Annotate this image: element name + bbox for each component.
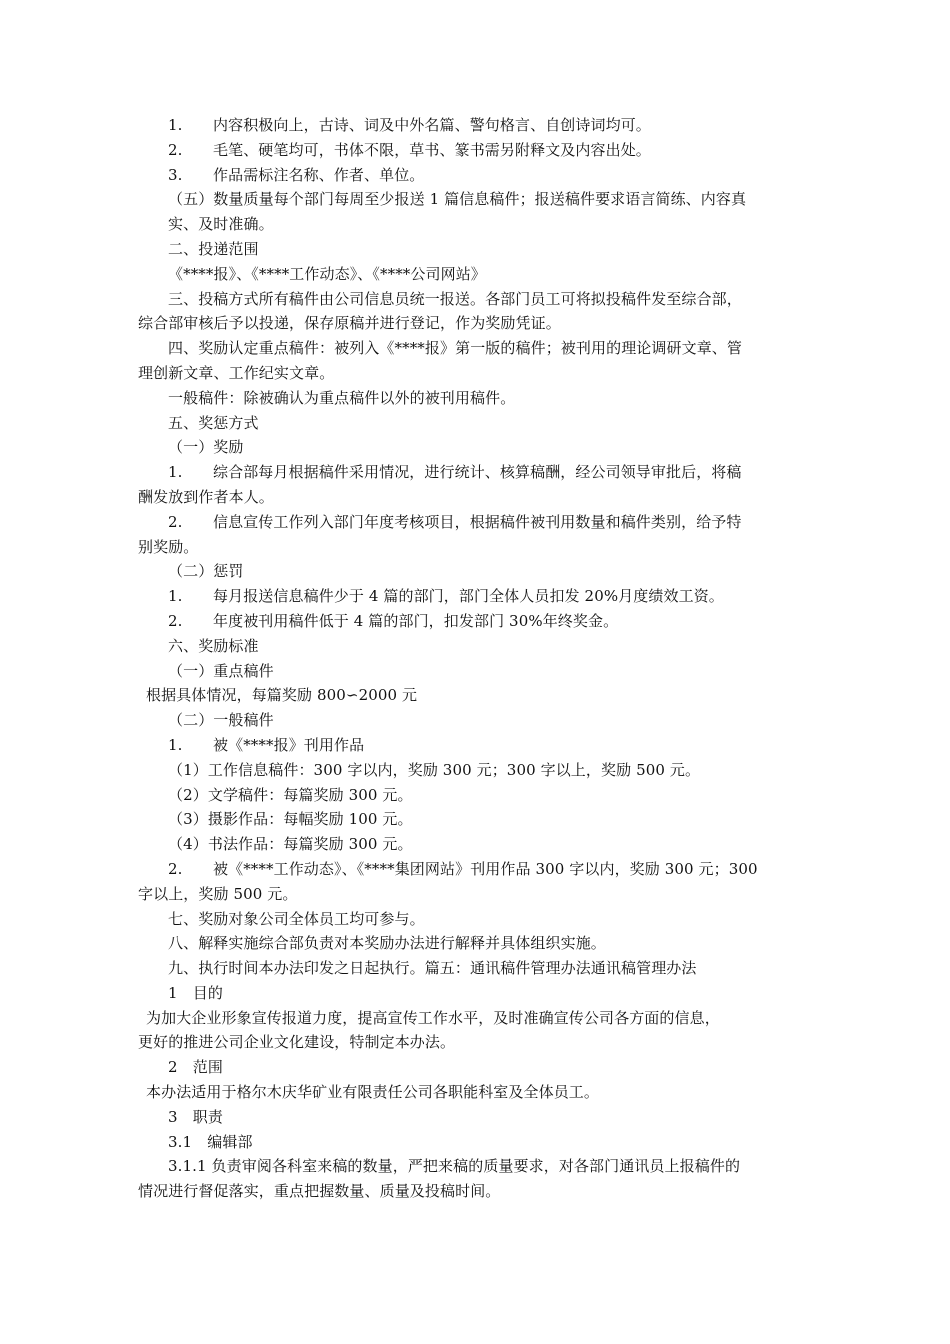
document-line xyxy=(138,187,820,212)
document-line xyxy=(138,733,820,758)
line-text: 每月报送信息稿件少于 4 篇的部门，部门全体人员扣发 20%月度绩效工资。 xyxy=(213,587,724,606)
line-text: 2 范围 xyxy=(168,1058,223,1077)
line-text: （1）工作信息稿件：300 字以内，奖励 300 元；300 字以上，奖励 500 元。 xyxy=(168,760,701,779)
document-body xyxy=(138,113,820,1204)
line-text: 年度被刊用稿件低于 4 篇的部门，扣发部门 30%年终奖金。 xyxy=(213,611,619,630)
document-line xyxy=(138,435,820,460)
document-line xyxy=(138,981,820,1006)
document-line xyxy=(138,1154,820,1179)
line-text: 情况进行督促落实，重点把握数量、质量及投稿时间。 xyxy=(138,1182,501,1201)
line-text: 五、奖惩方式 xyxy=(168,413,259,432)
line-text: 酬发放到作者本人。 xyxy=(138,487,274,506)
document-line xyxy=(138,634,820,659)
document-line xyxy=(138,212,820,237)
list-number: 1. xyxy=(168,463,183,482)
document-line xyxy=(138,807,820,832)
document-line xyxy=(138,485,820,510)
line-text: 内容积极向上，古诗、词及中外名篇、警句格言、自创诗词均可。 xyxy=(213,116,651,134)
line-text: （4）书法作品：每篇奖励 300 元。 xyxy=(168,835,413,854)
document-line xyxy=(138,535,820,560)
line-text: 更好的推进公司企业文化建设，特制定本办法。 xyxy=(138,1033,456,1052)
list-number: 3. xyxy=(168,165,183,184)
line-text: （二）惩罚 xyxy=(168,562,244,581)
document-line xyxy=(138,1080,820,1105)
list-number: 1. xyxy=(168,735,183,754)
line-text: 3.1 编辑部 xyxy=(168,1132,253,1151)
line-text: 3 职责 xyxy=(168,1107,223,1126)
document-line xyxy=(138,361,820,386)
line-text: （2）文学稿件：每篇奖励 300 元。 xyxy=(168,785,413,804)
line-text: 被《****报》刊用作品 xyxy=(213,735,365,754)
line-text: 1 目的 xyxy=(168,983,223,1002)
document-line xyxy=(138,683,820,708)
document-line xyxy=(138,1105,820,1130)
document-line xyxy=(138,1030,820,1055)
list-number: 1. xyxy=(168,587,183,606)
document-line xyxy=(138,311,820,336)
list-number: 2. xyxy=(168,512,183,531)
document-line xyxy=(138,882,820,907)
line-text: 四、奖励认定重点稿件：被列入《****报》第一版的稿件；被刊用的理论调研文章、管 xyxy=(168,339,743,358)
document-line xyxy=(138,659,820,684)
document-line xyxy=(138,510,820,535)
document-line xyxy=(138,956,820,981)
document-line xyxy=(138,336,820,361)
line-text: （3）摄影作品：每幅奖励 100 元。 xyxy=(168,810,413,829)
line-text: 别奖励。 xyxy=(138,537,199,556)
list-number: 1. xyxy=(168,116,183,134)
line-text: 综合部每月根据稿件采用情况，进行统计、核算稿酬，经公司领导审批后，将稿 xyxy=(213,463,742,482)
line-text: （二）一般稿件 xyxy=(168,711,274,730)
line-text: 《****报》、《****工作动态》、《****公司网站》 xyxy=(168,264,486,283)
list-number: 2. xyxy=(168,140,183,159)
document-line xyxy=(138,138,820,163)
line-text: 二、投递范围 xyxy=(168,239,259,258)
document-line xyxy=(138,237,820,262)
line-text: 字以上，奖励 500 元。 xyxy=(138,884,298,903)
document-line xyxy=(138,609,820,634)
document-line xyxy=(138,559,820,584)
line-text: 一般稿件：除被确认为重点稿件以外的被刊用稿件。 xyxy=(168,388,516,407)
line-text: 为加大企业形象宣传报道力度，提高宣传工作水平，及时准确宣传公司各方面的信息， xyxy=(146,1008,720,1027)
document-line xyxy=(138,460,820,485)
line-text: 本办法适用于格尔木庆华矿业有限责任公司各职能科室及全体员工。 xyxy=(146,1083,600,1102)
line-text: 七、奖励对象公司全体员工均可参与。 xyxy=(168,909,425,928)
line-text: 综合部审核后予以投递，保存原稿并进行登记，作为奖励凭证。 xyxy=(138,314,561,333)
document-line xyxy=(138,931,820,956)
document-line xyxy=(138,262,820,287)
line-text: 信息宣传工作列入部门年度考核项目，根据稿件被刊用数量和稿件类别，给予特 xyxy=(213,512,742,531)
document-line xyxy=(138,584,820,609)
document-line xyxy=(138,708,820,733)
line-text: 根据具体情况，每篇奖励 800∽2000 元 xyxy=(146,686,418,705)
line-text: （一）重点稿件 xyxy=(168,661,274,680)
document-line xyxy=(138,1179,820,1204)
document-line xyxy=(138,907,820,932)
document-line xyxy=(138,1006,820,1031)
document-line xyxy=(138,113,820,138)
line-text: 理创新文章、工作纪实文章。 xyxy=(138,363,335,382)
line-text: 九、执行时间本办法印发之日起执行。篇五：通讯稿件管理办法通讯稿管理办法 xyxy=(168,959,697,978)
list-number: 2. xyxy=(168,859,183,878)
line-text: 3.1.1 负责审阅各科室来稿的数量，严把来稿的质量要求，对各部门通讯员上报稿件的 xyxy=(168,1157,741,1176)
document-line xyxy=(138,1130,820,1155)
line-text: 实、及时准确。 xyxy=(168,215,274,234)
line-text: 三、投稿方式所有稿件由公司信息员统一报送。各部门员工可将拟投稿件发至综合部， xyxy=(168,289,742,308)
line-text: 毛笔、硬笔均可，书体不限，草书、篆书需另附释文及内容出处。 xyxy=(213,140,651,159)
document-line xyxy=(138,832,820,857)
list-number: 2. xyxy=(168,611,183,630)
document-line xyxy=(138,783,820,808)
line-text: 作品需标注名称、作者、单位。 xyxy=(213,165,425,184)
document-line xyxy=(138,758,820,783)
document-line xyxy=(138,1055,820,1080)
line-text: 被《****工作动态》、《****集团网站》刊用作品 300 字以内，奖励 300 元；300 xyxy=(213,859,758,878)
document-line xyxy=(138,386,820,411)
document-line xyxy=(138,287,820,312)
line-text: （一）奖励 xyxy=(168,438,244,457)
line-text: 六、奖励标准 xyxy=(168,636,259,655)
line-text: 八、解释实施综合部负责对本奖励办法进行解释并具体组织实施。 xyxy=(168,934,606,953)
document-line xyxy=(138,857,820,882)
document-line xyxy=(138,411,820,436)
line-text: （五）数量质量每个部门每周至少报送 1 篇信息稿件；报送稿件要求语言简练、内容真 xyxy=(168,190,747,209)
document-line xyxy=(138,163,820,188)
